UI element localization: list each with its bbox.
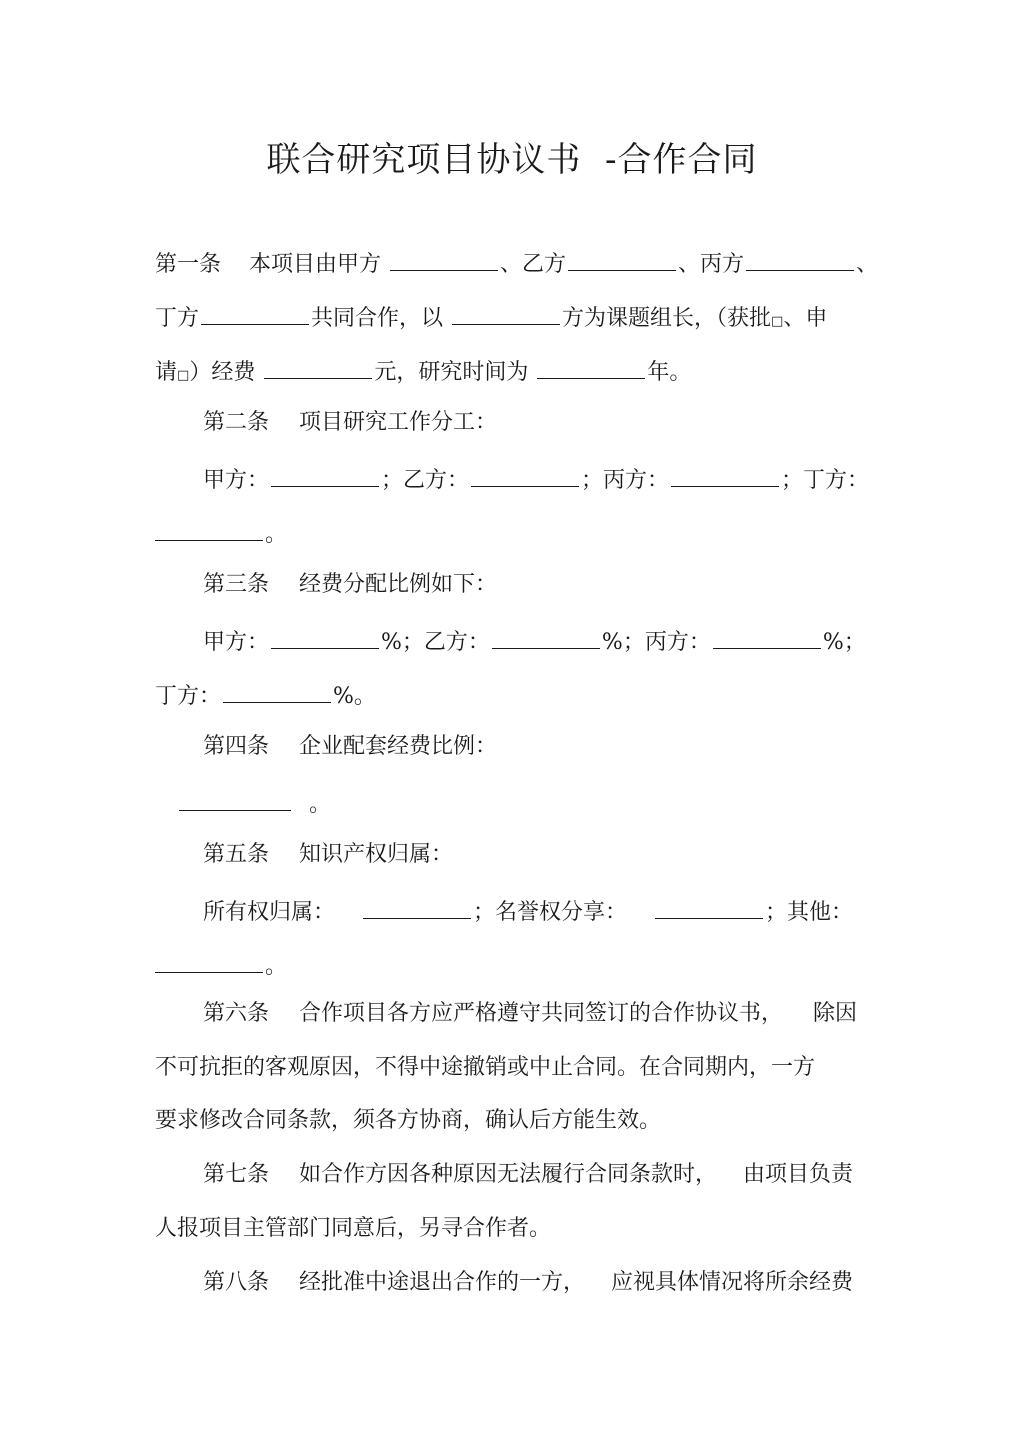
party-c-label: 、丙方 <box>678 252 745 277</box>
article-3-line-1 <box>203 628 866 654</box>
article-7-text: 如合作方因各种原因无法履行合同条款时， <box>299 1162 718 1187</box>
article-7-heading: 第七条 <box>203 1162 270 1187</box>
article-4-heading: 第四条 <box>203 734 270 759</box>
article-4-heading-line <box>203 736 497 758</box>
article-5-heading-line <box>203 844 453 866</box>
article-2-text: 项目研究工作分工： <box>299 410 498 435</box>
party-b-label: %；乙方： <box>381 630 490 655</box>
party-c-label: ；丙方： <box>581 468 670 493</box>
percent-sign: %； <box>822 630 866 655</box>
article-4-text: 企业配套经费比例： <box>299 734 498 759</box>
ownership-label: 所有权归属： <box>203 900 336 925</box>
party-a-percent-blank[interactable] <box>271 628 379 649</box>
article-5-line-2 <box>155 952 287 978</box>
period: 。 <box>309 792 332 817</box>
article-7-line-2: 人报项目主管部门同意后，另寻合作者。 <box>155 1216 552 1241</box>
party-c-percent-blank[interactable] <box>713 628 821 649</box>
party-a-label: 甲方： <box>203 630 270 655</box>
party-d-label: 丁方 <box>155 306 200 331</box>
article-2-heading: 第二条 <box>203 410 270 435</box>
party-d-percent-blank[interactable] <box>223 682 331 703</box>
article-1-text: 共同合作，以 <box>311 306 444 331</box>
article-2-line-2 <box>155 520 287 546</box>
applying-checkbox[interactable]: □ <box>177 368 190 383</box>
percent-sign: %。 <box>333 684 376 709</box>
article-1-text: ）经费 <box>189 360 256 385</box>
article-6-text: 除因 <box>813 1001 858 1026</box>
article-5-heading: 第五条 <box>203 842 270 867</box>
enterprise-funding-blank[interactable] <box>179 790 291 811</box>
article-6-heading: 第六条 <box>203 1001 270 1026</box>
party-d-label: ；丁方： <box>781 468 870 493</box>
article-6-line-2: 不可抗拒的客观原因，不得中途撤销或中止合同。在合同期内，一方 <box>155 1055 816 1080</box>
article-8-text: 应视具体情况将所余经费 <box>611 1270 854 1295</box>
funding-amount-blank[interactable] <box>264 358 372 379</box>
article-6-text: 合作项目各方应严格遵守共同签订的合作协议书， <box>299 1001 784 1026</box>
article-2-line-1 <box>203 466 869 492</box>
document-title: 联合研究项目协议书 -合作合同 <box>266 140 758 180</box>
party-b-blank[interactable] <box>568 250 676 271</box>
party-c-work-blank[interactable] <box>671 466 779 487</box>
article-1-text: 年。 <box>647 360 692 385</box>
party-c-blank[interactable] <box>746 250 854 271</box>
article-7-line-1 <box>203 1164 853 1186</box>
party-a-label: 甲方： <box>203 468 270 493</box>
article-8-line-1 <box>203 1272 853 1294</box>
party-a-blank[interactable] <box>390 250 498 271</box>
honor-blank[interactable] <box>655 898 763 919</box>
article-5-text: 知识产权归属： <box>299 842 454 867</box>
party-b-work-blank[interactable] <box>471 466 579 487</box>
article-1-text: 本项目由甲方 <box>249 252 382 277</box>
other-blank[interactable] <box>155 952 263 973</box>
article-1-text: 请 <box>155 360 178 385</box>
article-5-line-1 <box>203 898 853 924</box>
article-1-line-2 <box>155 304 827 330</box>
article-1-line-1 <box>155 250 878 276</box>
article-1-text: 元，研究时间为 <box>374 360 529 385</box>
research-years-blank[interactable] <box>537 358 645 379</box>
party-d-label: 丁方： <box>155 684 222 709</box>
separator: 、 <box>856 252 879 277</box>
other-label: ；其他： <box>765 900 854 925</box>
article-1-text: 、申 <box>783 306 828 331</box>
leader-party-blank[interactable] <box>452 304 560 325</box>
article-7-text: 由项目负责 <box>743 1162 854 1187</box>
party-b-percent-blank[interactable] <box>492 628 600 649</box>
article-3-line-2 <box>155 682 376 708</box>
party-d-work-blank[interactable] <box>155 520 263 541</box>
party-a-work-blank[interactable] <box>271 466 379 487</box>
article-6-line-1 <box>203 1003 857 1025</box>
party-c-label: %；丙方： <box>601 630 711 655</box>
article-4-line-1 <box>179 790 331 816</box>
period: 。 <box>265 522 288 547</box>
article-8-heading: 第八条 <box>203 1270 270 1295</box>
article-1-line-3 <box>155 358 691 384</box>
article-6-line-3: 要求修改合同条款，须各方协商，确认后方能生效。 <box>155 1108 662 1133</box>
party-b-label: 、乙方 <box>500 252 567 277</box>
article-1-heading: 第一条 <box>155 252 222 277</box>
party-b-label: ；乙方： <box>381 468 470 493</box>
honor-label: ；名誉权分享： <box>473 900 628 925</box>
article-3-text: 经费分配比例如下： <box>299 572 498 597</box>
party-d-blank[interactable] <box>201 304 309 325</box>
period: 。 <box>265 954 288 979</box>
article-1-text: 方为课题组长，（获批 <box>562 306 772 331</box>
article-3-heading-line <box>203 574 497 596</box>
article-3-heading: 第三条 <box>203 572 270 597</box>
ownership-blank[interactable] <box>363 898 471 919</box>
article-2-heading-line <box>203 412 497 434</box>
article-8-text: 经批准中途退出合作的一方， <box>299 1270 586 1295</box>
approved-checkbox[interactable]: □ <box>771 314 784 329</box>
